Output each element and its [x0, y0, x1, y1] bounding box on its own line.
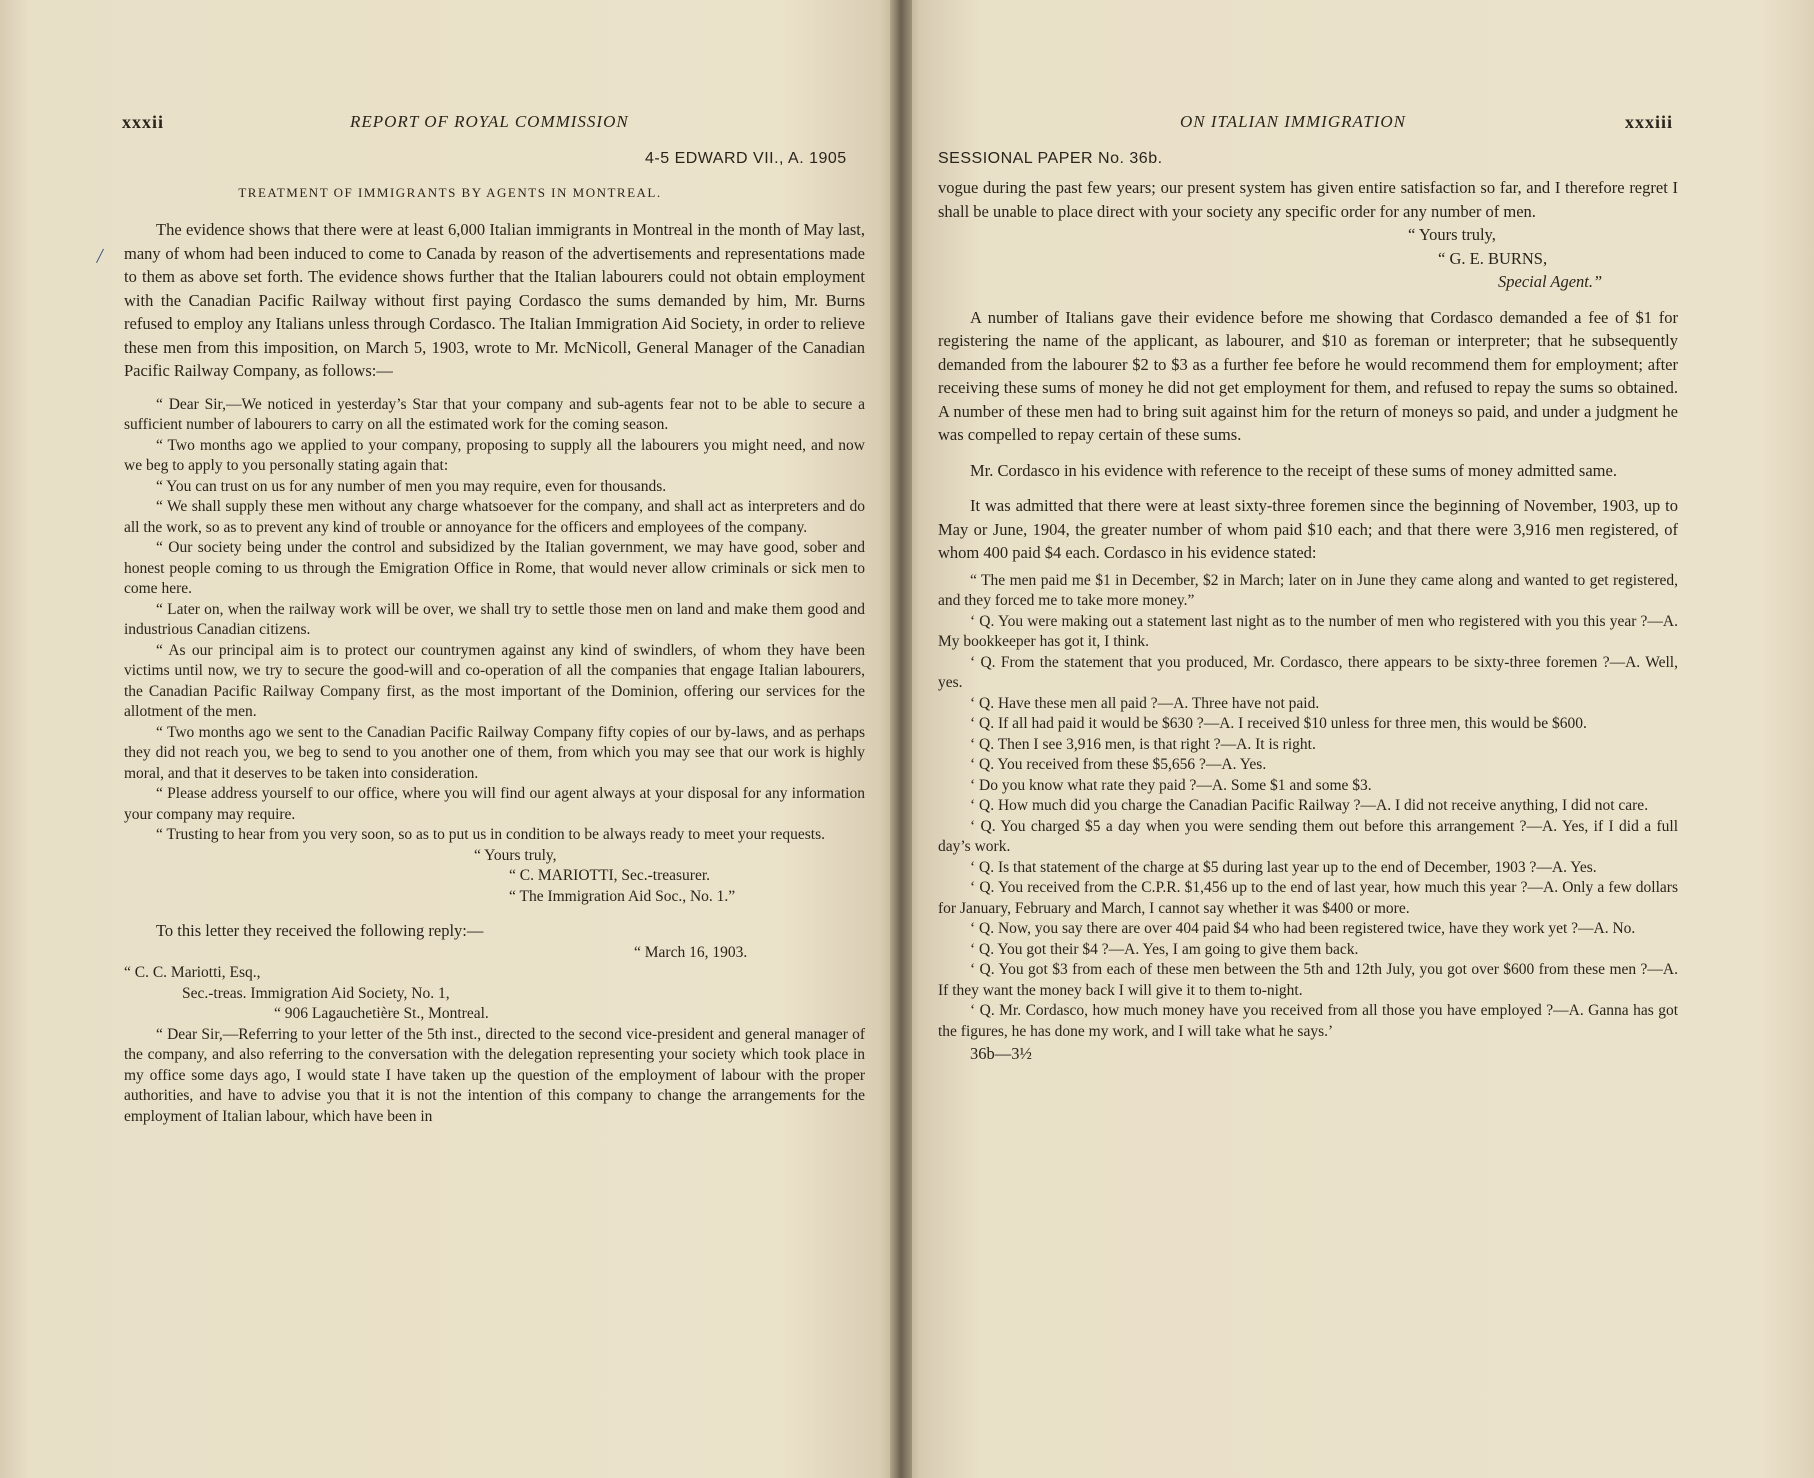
letter-organization: “ The Immigration Aid Soc., No. 1.” — [509, 887, 736, 905]
book-gutter — [890, 0, 912, 1478]
reply-date: “ March 16, 1903. — [634, 943, 748, 961]
reply-closing: “ Yours truly, — [1408, 225, 1496, 244]
reply-body: “ Dear Sir,—Referring to your letter of the 5th inst., directed to the second vice-president and general manager of the company, and also referring to the conversation with the delegation representing your society which took place in my office some days ago, I would state I have taken up the question of the employment of labour with the proper authorities, and have to advise you that it is not the intention of this company to change the arrangements for the employment of Italian labour, which have been in — [124, 1025, 865, 1125]
testimony-line: ‘ Q. If all had paid it would be $630 ?—A. I received $10 unless for three men, this would be $600. — [970, 715, 1587, 732]
sessional-paper-line: SESSIONAL PAPER No. 36b. — [938, 150, 1163, 167]
letter-paragraph: “ Our society being under the control and subsidized by the Italian government, we may have good, sober and honest people coming to us through the Emigration Office in Rome, that would never allow criminals or sick men to come here. — [124, 539, 865, 597]
left-page — [0, 0, 900, 1478]
testimony-line: ‘ Q. Then I see 3,916 men, is that right ?—A. It is right. — [970, 735, 1316, 753]
letter-paragraph: “ Two months ago we sent to the Canadian Pacific Railway Company fifty copies of our by-laws, and as perhaps they did not reach you, we beg to send to you another one of them, from which you may see that our work is highly moral, and that it deserves to be taken into consideration. — [124, 723, 865, 782]
letter-paragraph: “ Dear Sir,—We noticed in yesterday’s Star that your company and sub-agents fear not to be able to secure a sufficient number of labourers to carry on all the estimated work for the coming season. — [124, 395, 865, 433]
letter-continuation: vogue during the past few years; our present system has given entire satisfaction so far, and I therefore regret I shall be unable to place direct with your society any specific order for any number of men. — [938, 178, 1678, 221]
right-text-column — [938, 176, 1678, 1066]
letter-closing: “ Yours truly, — [474, 846, 557, 864]
right-folio: xxxiii — [1625, 112, 1674, 132]
margin-mark: / — [95, 242, 105, 269]
testimony-line: ‘ Q. You received from these $5,656 ?—A. Yes. — [970, 756, 1267, 773]
right-page — [900, 0, 1814, 1478]
left-folio: xxxii — [122, 112, 165, 132]
reply-addressee-title: Sec.-treas. Immigration Aid Society, No. 1, — [182, 984, 450, 1002]
reply-addressee-street: “ 906 Lagauchetière St., Montreal. — [274, 1005, 489, 1022]
testimony-line: ‘ Q. You got their $4 ?—A. Yes, I am going to give them back. — [970, 940, 1359, 958]
signature-mark: 36b—3½ — [970, 1044, 1032, 1063]
letter-paragraph: “ Trusting to hear from you very soon, so as to put us in condition to be always ready to meet your requests. — [156, 826, 825, 843]
testimony-line: ‘ Q. Is that statement of the charge at $5 during last year up to the end of December, 1903 ?—A. Yes. — [970, 858, 1597, 876]
testimony-line: ‘ Q. You were making out a statement last night as to the number of men who registered with you this year ?—A. My bookkeeper has got it, I think. — [938, 612, 1678, 650]
reply-addressee: “ C. C. Mariotti, Esq., — [124, 964, 261, 981]
testimony-block — [938, 571, 1678, 1043]
registration-paragraph: It was admitted that there were at least sixty-three foremen since the beginning of November, 1903, up to May or June, 1904, the greater number of whom paid $10 each; and that there were 3,916 men registered, of whom 400 paid $4 each. Cordasco in his evidence stated: — [938, 496, 1678, 562]
reply-letter — [124, 943, 865, 1128]
left-text-column — [124, 218, 865, 1127]
testimony-line: ‘ Do you know what rate they paid ?—A. Some $1 and some $3. — [970, 776, 1372, 794]
intro-paragraph: The evidence shows that there were at least 6,000 Italian immigrants in Montreal in the month of May last, many of whom had been induced to come to Canada by reason of the advertisements and representations made to them as above set forth. The evidence shows further that the Italian labourers could not obtain employment with the Canadian Pacific Railway without first paying Cordasco the sums demanded by him, Mr. Burns refused to employ any Italians unless through Cordasco. The Italian Immigration Aid Society, in order to relieve these men from this imposition, on March 5, 1903, wrote to Mr. McNicoll, General Manager of the Canadian Pacific Railway Company, as follows:— — [124, 220, 865, 380]
section-title: TREATMENT OF IMMIGRANTS BY AGENTS IN MONTREAL. — [238, 185, 662, 200]
testimony-line: ‘ Q. Mr. Cordasco, how much money have you received from all those you have employed ?—A. Ganna has got the figures, he has done my work, and I will take what he says.’ — [938, 1002, 1678, 1040]
letter-paragraph: “ You can trust on us for any number of men you may require, even for thousands. — [156, 477, 667, 495]
right-running-head: ON ITALIAN IMMIGRATION — [1180, 112, 1406, 131]
testimony-line: ‘ Q. Now, you say there are over 404 paid $4 who had been registered twice, have they work yet ?—A. No. — [970, 920, 1636, 937]
testimony-line: ‘ Q. You received from the C.P.R. $1,456 up to the end of last year, how much this year ?—A. Only a few dollars for January, February and March, I cannot say whether it was $400 or more. — [938, 879, 1678, 917]
letter-paragraph: “ Two months ago we applied to your company, proposing to supply all the labourers you might need, and now we beg to apply to you personally stating again that: — [124, 436, 865, 474]
fees-paragraph: A number of Italians gave their evidence before me showing that Cordasco demanded a fee of $1 for registering the name of the applicant, as labourer, and $10 as foreman or interpreter; that he subsequently demanded from the labourer $2 to $3 as a further fee before he would recommend them for employment; after receiving these sums of money he did not get employment for them, and refused to repay the sums so obtained. A number of these men had to bring suit against him for the return of moneys so paid, and under a judgment he was compelled to repay certain of these sums. — [938, 307, 1678, 444]
testimony-line: ‘ Q. Have these men all paid ?—A. Three have not paid. — [970, 694, 1320, 712]
testimony-line: ‘ Q. From the statement that you produced, Mr. Cordasco, there appears to be sixty-three foremen ?—A. Well, yes. — [938, 653, 1678, 691]
edition-line: 4-5 EDWARD VII., A. 1905 — [645, 150, 847, 167]
testimony-line: ‘ Q. How much did you charge the Canadian Pacific Railway ?—A. I did not receive anything, I did not care. — [970, 797, 1649, 814]
letter-paragraph: “ We shall supply these men without any charge whatsoever for the company, and shall act as interpreters and do all the work, so as to prevent any kind of trouble or annoyance for the officers and employees of the company. — [124, 498, 865, 536]
testimony-line: “ The men paid me $1 in December, $2 in March; later on in June they came along and wanted to get registered, and they forced me to take more money.” — [938, 571, 1678, 609]
testimony-line: ‘ Q. You got $3 from each of these men between the 5th and 12th July, you got over $600 from these men ?—A. If they want the money back I will give it to them to-night. — [938, 961, 1678, 999]
reply-signer: “ G. E. BURNS, — [1438, 248, 1548, 268]
letter-paragraph: “ Later on, when the railway work will be over, we shall try to settle those men on land and make them good and industrious Canadian citizens. — [124, 600, 865, 638]
letter-paragraph: “ As our principal aim is to protect our countrymen against any kind of swindlers, of whom they have been victims until now, we try to secure the good-will and co-operation of all the companies that engage Italian labourers, the Canadian Pacific Railway Company first, as the most important of the Dominion, offering our services for the allotment of the men. — [124, 641, 865, 720]
reply-intro: To this letter they received the following reply:— — [156, 921, 484, 940]
left-running-head: REPORT OF ROYAL COMMISSION — [350, 112, 629, 131]
letter-paragraph: “ Please address yourself to our office, where you will find our agent always at your disposal for any information your company may require. — [124, 785, 865, 823]
society-letter — [124, 395, 865, 908]
reply-signer-title: Special Agent.” — [1498, 272, 1603, 291]
admission-paragraph: Mr. Cordasco in his evidence with reference to the receipt of these sums of money admitted same. — [970, 460, 1617, 480]
letter-signer: “ C. MARIOTTI, Sec.-treasurer. — [509, 867, 711, 884]
testimony-line: ‘ Q. You charged $5 a day when you were sending them out before this arrangement ?—A. Yes, if I did a full day’s work. — [938, 817, 1678, 855]
